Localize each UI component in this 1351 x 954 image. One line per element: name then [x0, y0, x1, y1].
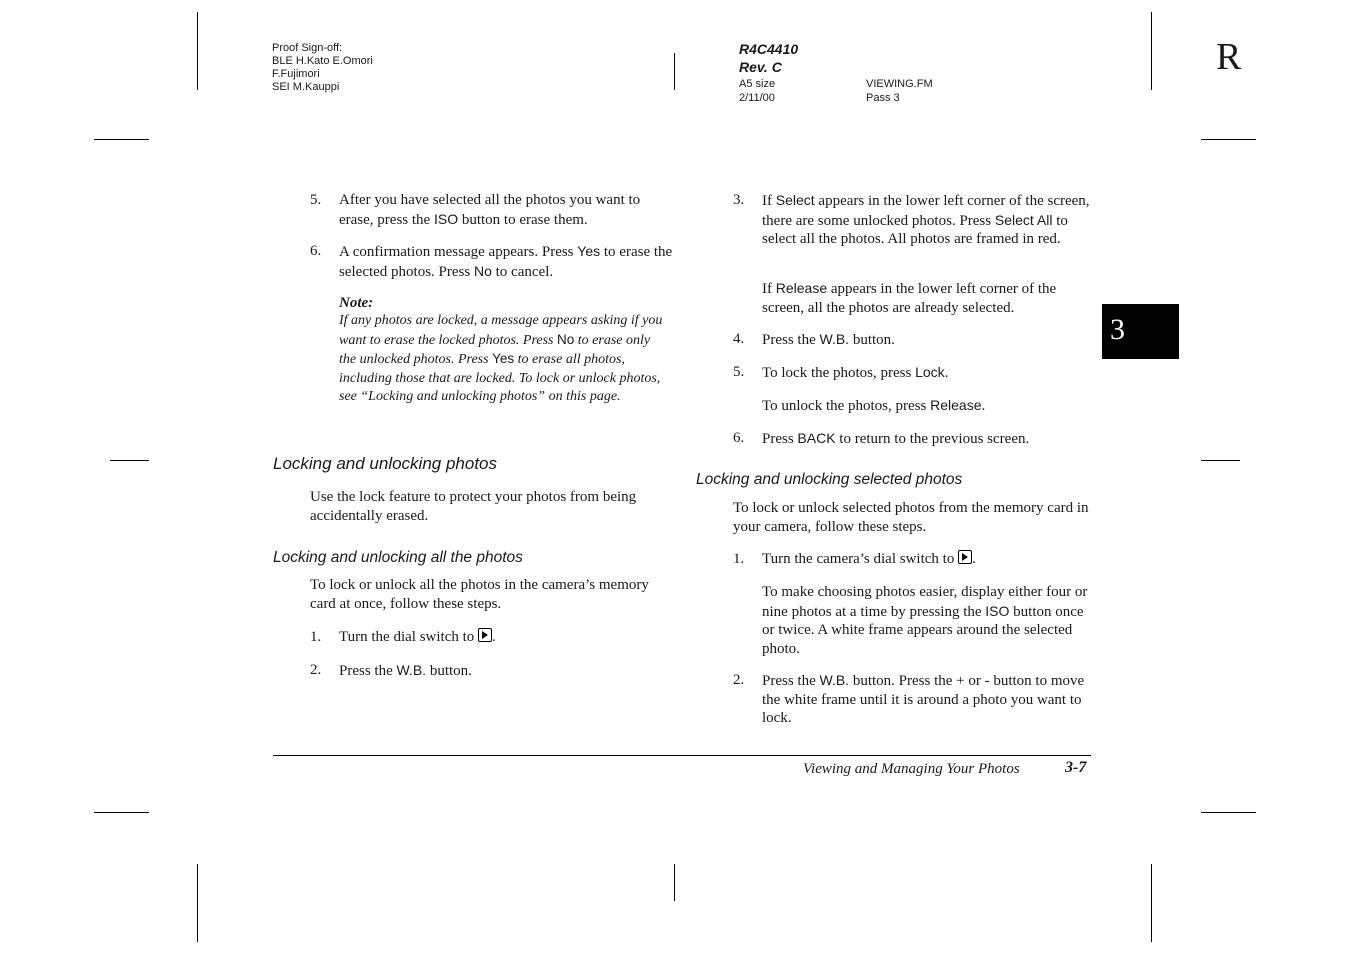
button-name: Lock	[915, 364, 945, 380]
crop-mark	[1201, 812, 1256, 813]
text: button.	[849, 332, 895, 348]
step-text	[762, 279, 1094, 317]
proof-line: BLE H.Kato E.Omori	[272, 55, 373, 67]
step-number: 5.	[733, 364, 745, 380]
section-heading: Locking and unlocking photos	[273, 454, 497, 473]
paper-size: A5 size	[739, 78, 776, 90]
text: To unlock the photos, press	[762, 398, 931, 414]
text: To make choosing photos easier, display either four or nine photos at a time by pressing the	[762, 584, 1088, 620]
proof-line: SEI M.Kauppi	[272, 81, 340, 93]
playback-icon	[958, 550, 972, 564]
text: to return to the previous screen.	[835, 431, 1030, 447]
pass: Pass 3	[866, 92, 900, 104]
text: A confirmation message appears. Press	[339, 244, 578, 260]
model-code: R4C4410	[739, 41, 799, 57]
subsection-heading: Locking and unlocking selected photos	[696, 471, 963, 488]
text: button once or twice. A white frame appears around the selected photo.	[762, 603, 1084, 657]
footer-title: Viewing and Managing Your Photos	[803, 761, 1020, 777]
crop-mark	[110, 460, 149, 461]
step-text	[762, 583, 1094, 658]
step-text	[762, 429, 1094, 449]
step-text	[339, 661, 669, 681]
step-text	[762, 330, 1094, 350]
crop-mark	[197, 12, 198, 90]
step-number: 3.	[733, 192, 745, 208]
page-number: 3-7	[1065, 759, 1087, 776]
step-text	[339, 242, 674, 281]
button-name: Release	[775, 280, 828, 296]
text: .	[492, 629, 496, 645]
text: button. Press the + or - button to move the white frame until it is around a photo you want to lock.	[762, 673, 1085, 726]
note-title: Note:	[339, 295, 374, 311]
step-text	[762, 550, 1094, 569]
crop-mark	[94, 139, 149, 140]
proof-line: Proof Sign-off:	[272, 42, 343, 54]
text: Press the	[762, 332, 820, 348]
corner-mark: R	[1216, 36, 1242, 78]
chapter-number: 3	[1110, 313, 1125, 346]
text: Press the	[762, 673, 820, 689]
button-name: W.B.	[819, 331, 850, 347]
button-name: Select	[775, 192, 815, 208]
step-number: 1.	[310, 629, 322, 645]
text: appears in the lower left corner of the screen, all the photos are already selected.	[762, 281, 1057, 316]
step-text	[339, 628, 669, 647]
step-text	[762, 396, 1094, 416]
step-text	[762, 363, 1094, 383]
text: button.	[426, 663, 472, 679]
crop-mark	[1201, 460, 1240, 461]
text: To lock the photos, press	[762, 365, 916, 381]
proof-line: F.Fujimori	[272, 68, 320, 80]
button-name: No	[557, 331, 575, 347]
button-name: Release	[930, 397, 982, 413]
chapter-tab	[1102, 304, 1179, 359]
text: Turn the dial switch to	[339, 629, 479, 645]
crop-mark	[197, 864, 198, 942]
text: If	[762, 281, 776, 297]
crop-mark	[1201, 139, 1256, 140]
text: If any photos are locked, a message appears asking if you want to erase the locked photos. Press	[339, 313, 663, 348]
step-text	[762, 671, 1094, 728]
playback-icon	[478, 628, 492, 642]
button-name: Yes	[492, 351, 515, 366]
step-text	[762, 191, 1094, 249]
revision: Rev. C	[739, 59, 782, 75]
footer-rule	[273, 755, 1091, 756]
proof-signoff	[272, 42, 373, 94]
step-number: 1.	[733, 551, 745, 567]
text: If	[762, 193, 776, 209]
step-number: 2.	[733, 672, 745, 688]
note-text	[339, 312, 669, 407]
text: Press the	[339, 663, 397, 679]
crop-mark	[1151, 12, 1152, 90]
text: to cancel.	[491, 263, 554, 280]
button-name: W.B.	[396, 662, 427, 678]
text: appears in the lower left corner of the screen, there are some unlocked photos. Press	[762, 193, 1090, 229]
text: .	[972, 551, 976, 567]
text: to select all the photos. All photos are framed in red.	[762, 212, 1068, 247]
text: button to erase them.	[458, 211, 588, 228]
text: Press	[762, 431, 798, 447]
button-name: No	[473, 262, 492, 279]
subsection-heading: Locking and unlocking all the photos	[273, 549, 523, 566]
text: to erase the selected photos. Press	[339, 244, 673, 280]
button-name: Yes	[577, 243, 601, 259]
crop-mark	[1151, 864, 1152, 942]
text: After you have selected all the photos you want to erase, press the	[339, 192, 641, 228]
crop-mark	[674, 53, 675, 90]
text: to erase only the unlocked photos. Press	[339, 332, 651, 367]
step-number: 6.	[733, 430, 745, 446]
step-number: 6.	[310, 243, 322, 259]
crop-mark	[94, 812, 149, 813]
button-name: W.B.	[819, 672, 850, 688]
date: 2/11/00	[739, 92, 775, 104]
button-name: Select All	[994, 211, 1053, 228]
button-name: ISO	[985, 602, 1010, 619]
button-name: ISO	[433, 210, 459, 227]
step-text	[339, 191, 674, 229]
button-name: BACK	[797, 430, 836, 446]
text: to erase all photos, including those that are locked. To lock or unlock photos, see “Locking and unlocking photos” on this page.	[339, 352, 661, 404]
paragraph: To lock or unlock all the photos in the camera’s memory card at once, follow these steps.	[310, 577, 649, 612]
step-number: 5.	[310, 192, 322, 208]
paragraph: To lock or unlock selected photos from the memory card in your camera, follow these steps.	[733, 500, 1089, 535]
text: .	[981, 398, 986, 414]
crop-mark	[674, 864, 675, 901]
text: Turn the camera’s dial switch to	[762, 551, 959, 567]
step-number: 2.	[310, 662, 322, 678]
file-name: VIEWING.FM	[866, 78, 933, 90]
paragraph: Use the lock feature to protect your photos from being accidentally erased.	[310, 489, 637, 524]
step-number: 4.	[733, 331, 745, 347]
text: .	[944, 365, 949, 381]
